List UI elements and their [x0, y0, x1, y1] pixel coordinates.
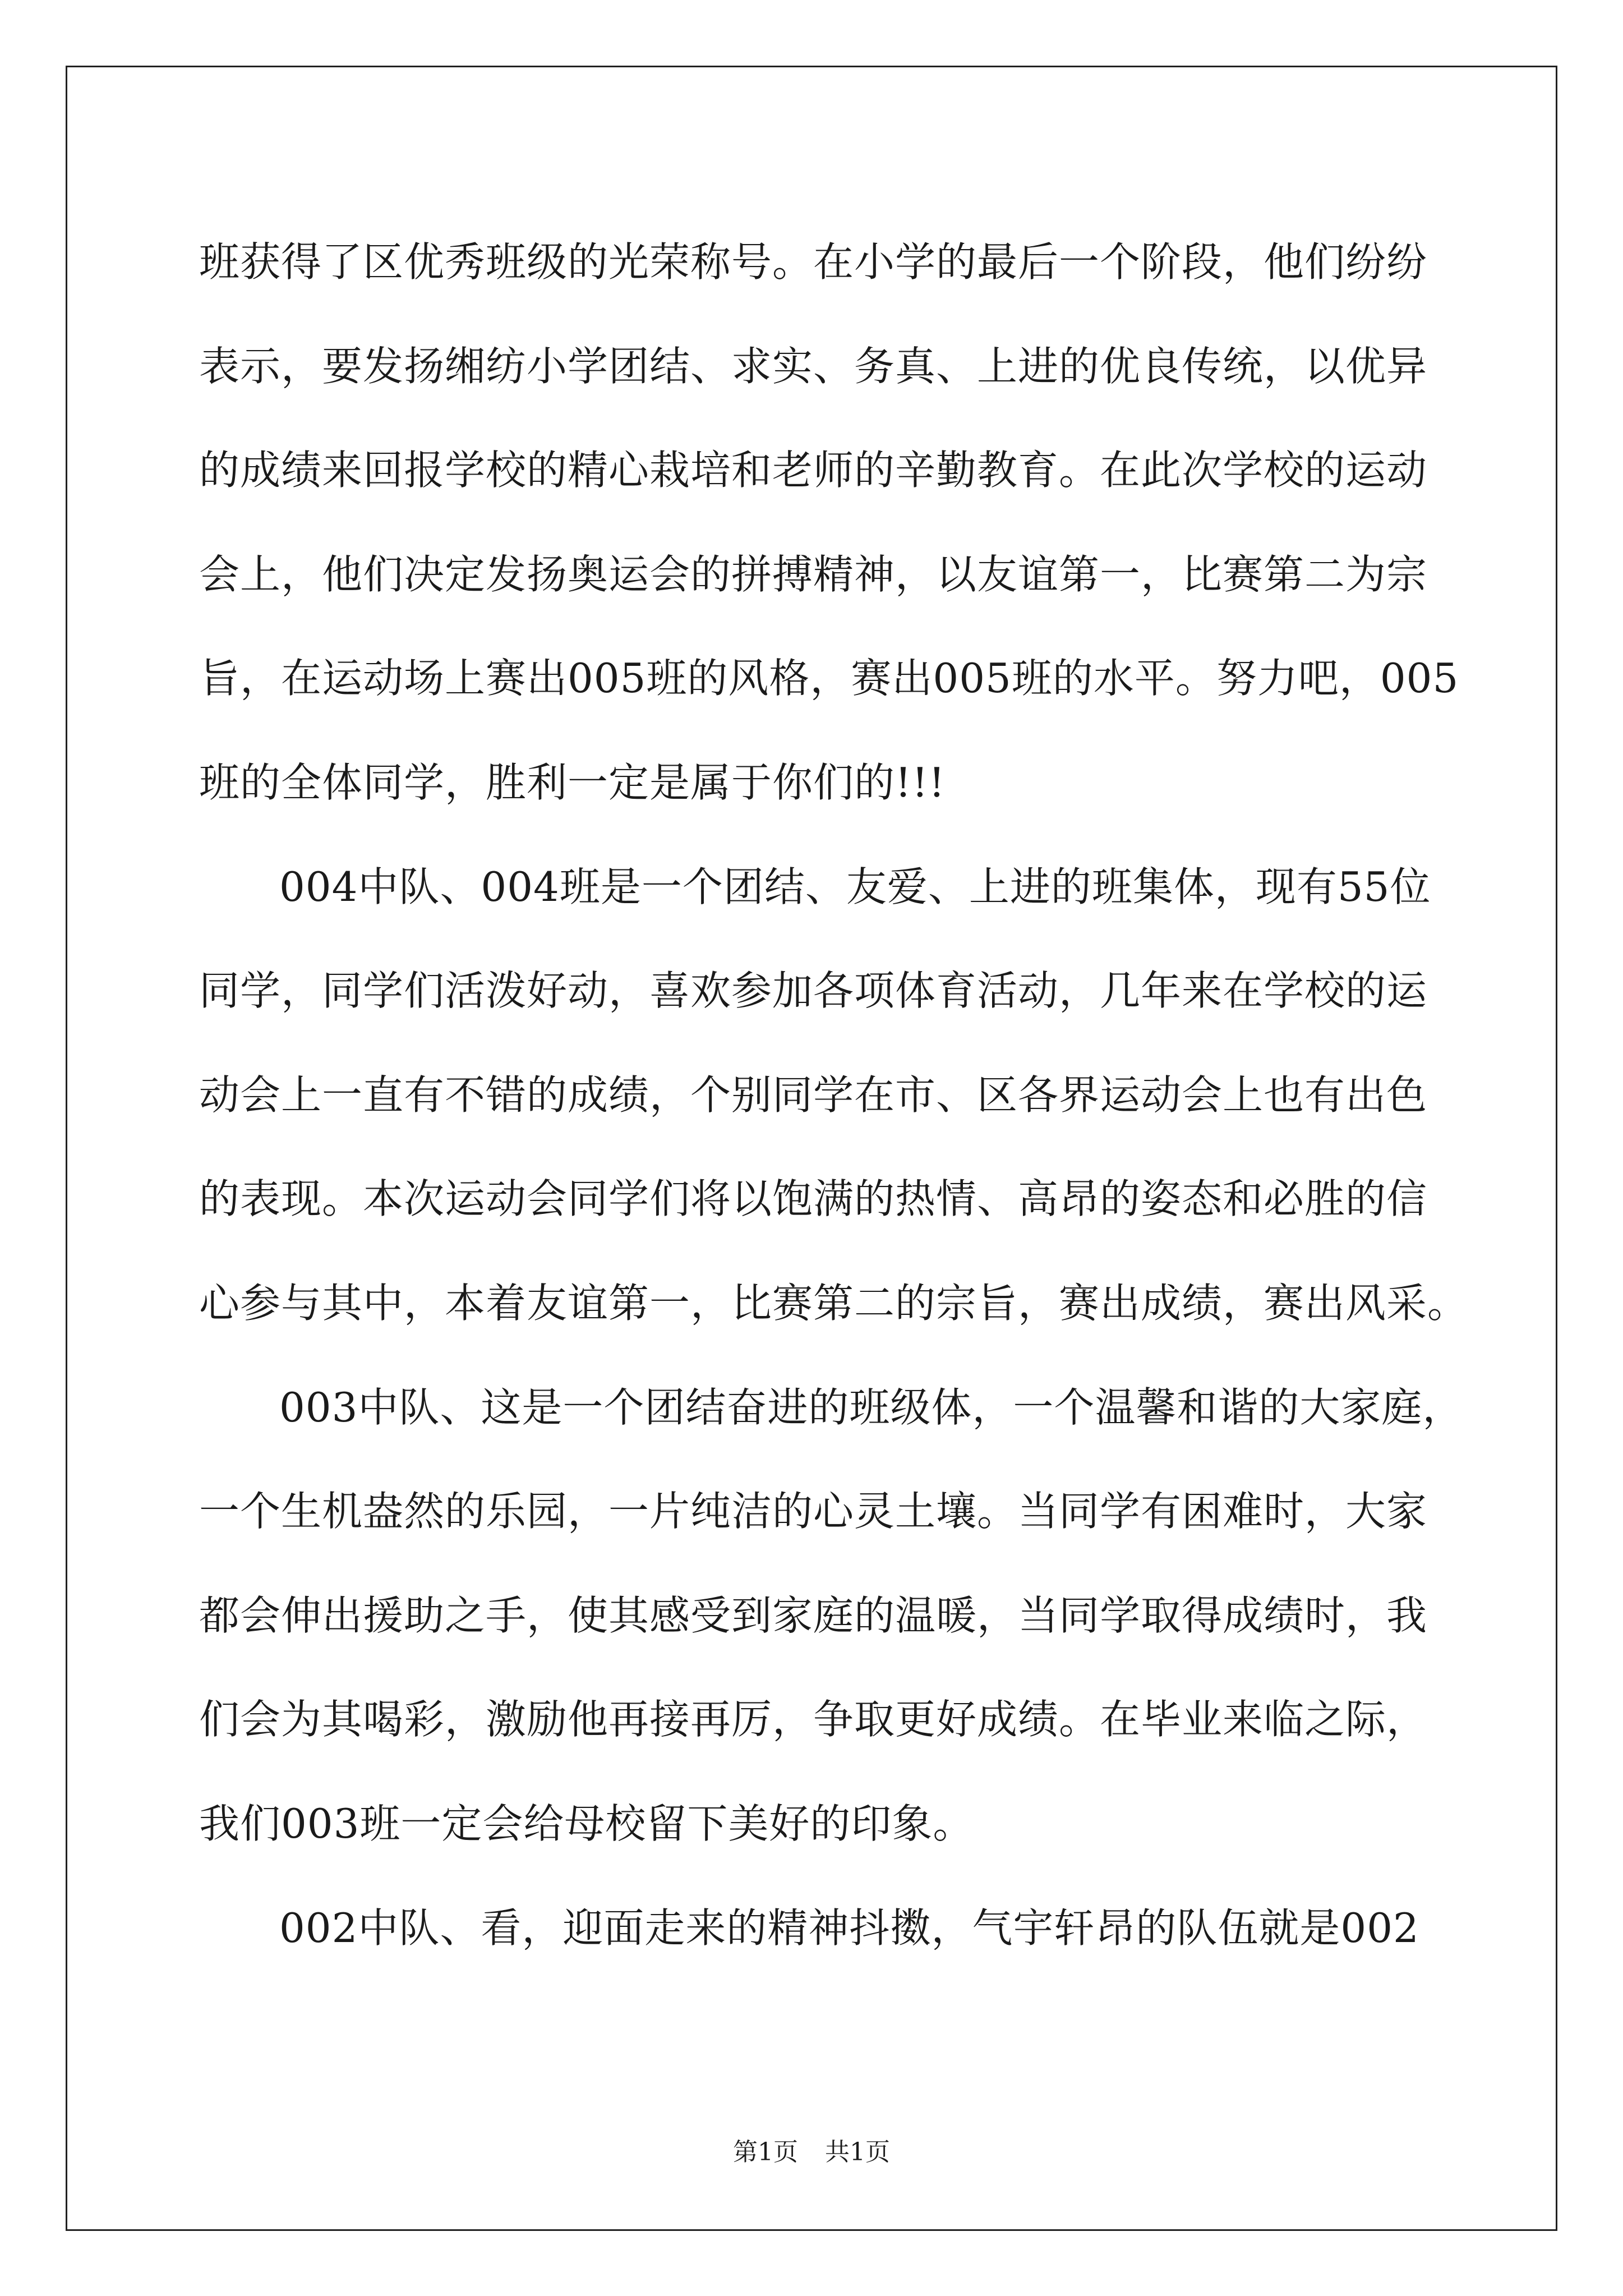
document-body: [199, 210, 1469, 1980]
text-line: 一个生机盎然的乐园，一片纯洁的心灵土壤。当同学有困难时，大家: [199, 1488, 1428, 1535]
text-line: 会上，他们决定发扬奥运会的拼搏精神，以友谊第一，比赛第二为宗: [199, 550, 1428, 598]
text-line: 的成绩来回报学校的精心栽培和老师的辛勤教育。在此次学校的运动: [199, 447, 1428, 494]
text-line: 我们003班一定会给母校留下美好的印象。: [199, 1800, 974, 1847]
text-line: 旨，在运动场上赛出005班的风格，赛出005班的水平。努力吧，005: [199, 655, 1459, 702]
page-number: 第1页: [733, 2138, 798, 2166]
paragraph-start-line: 004中队、004班是一个团结、友爱、上进的班集体，现有55位: [279, 863, 1431, 910]
text-line: 同学，同学们活泼好动，喜欢参加各项体育活动，几年来在学校的运: [199, 967, 1428, 1015]
paragraph-start-line: 002中队、看，迎面走来的精神抖擞，气宇轩昂的队伍就是002: [279, 1904, 1419, 1952]
text-line: 心参与其中，本着友谊第一，比赛第二的宗旨，赛出成绩，赛出风采。: [199, 1279, 1469, 1327]
text-line: 们会为其喝彩，激励他再接再厉，争取更好成绩。在毕业来临之际，: [199, 1696, 1428, 1743]
text-line: 都会伸出援助之手，使其感受到家庭的温暖，当同学取得成绩时，我: [199, 1591, 1428, 1639]
text-line: 动会上一直有不错的成绩，个别同学在市、区各界运动会上也有出色: [199, 1071, 1428, 1119]
text-line: 班的全体同学，胜利一定是属于你们的!!!: [199, 758, 946, 806]
text-line: 班获得了区优秀班级的光荣称号。在小学的最后一个阶段，他们纷纷: [199, 238, 1428, 286]
text-line: 的表现。本次运动会同学们将以饱满的热情、高昂的姿态和必胜的信: [199, 1175, 1428, 1223]
page-total: 共1页: [825, 2138, 890, 2166]
page-footer: [0, 2132, 1623, 2168]
paragraph-start-line: 003中队、这是一个团结奋进的班级体，一个温馨和谐的大家庭，: [279, 1383, 1464, 1431]
text-line: 表示，要发扬缃纺小学团结、求实、务真、上进的优良传统，以优异: [199, 342, 1428, 390]
